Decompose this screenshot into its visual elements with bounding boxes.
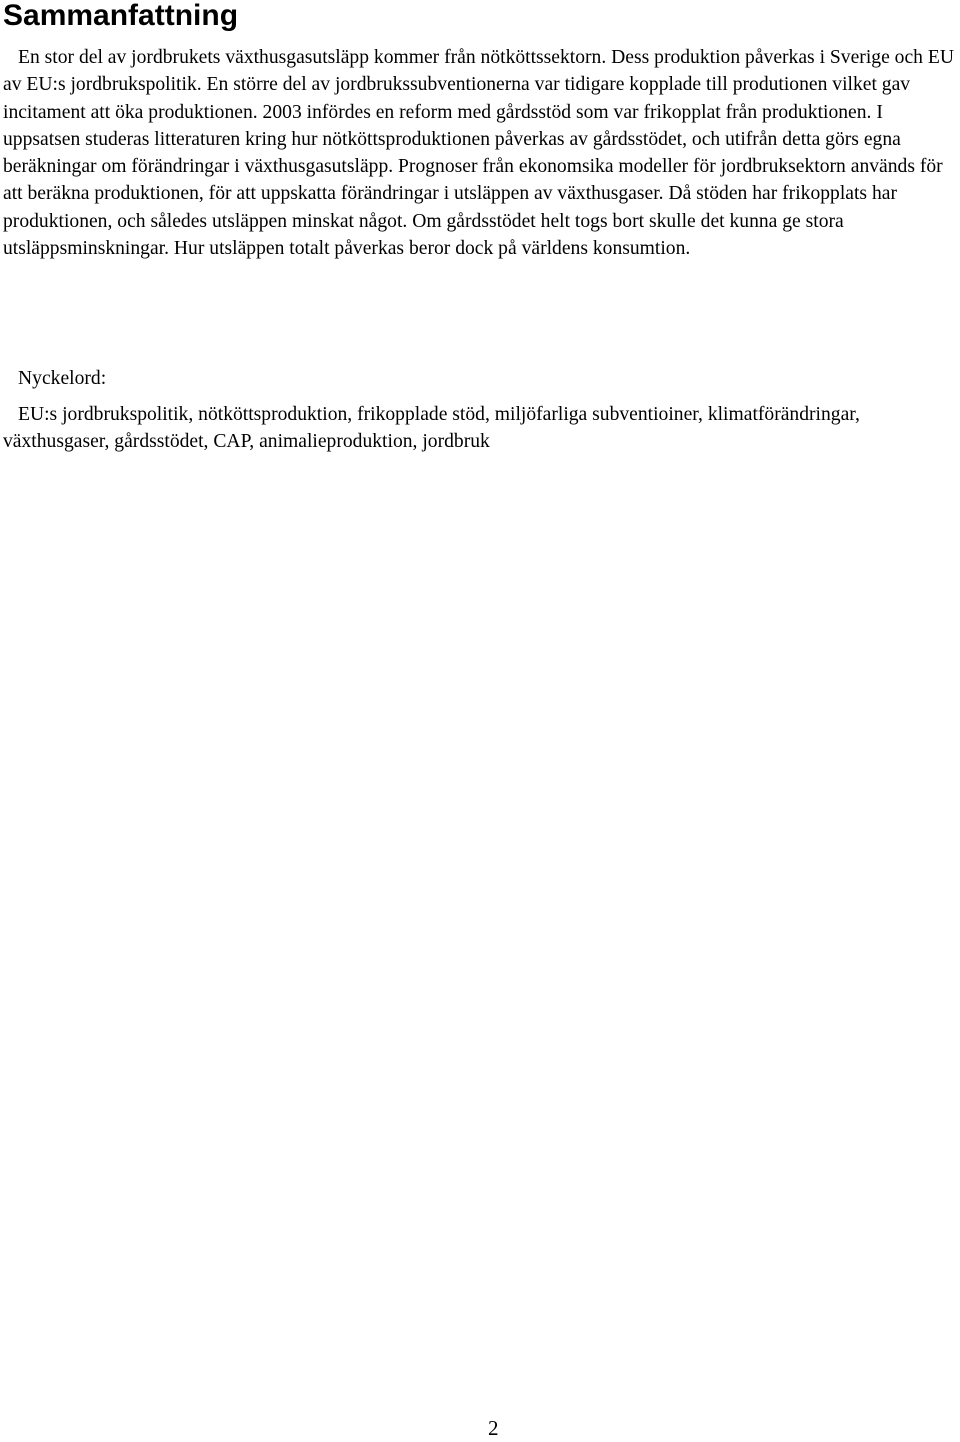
summary-paragraph: En stor del av jordbrukets växthusgasutsläpp kommer från nötköttssektorn. Dess produktion påverkas i Sverige och EU av EU:s jordbrukspolitik. En större del av jordbrukssubventionerna var tidigare kopplade till produtionen vilket gav incitament att öka produktionen. 2003 infördes en reform med gårdsstöd som var frikopplat från produktionen. I uppsatsen studeras litteraturen kring hur nötköttsproduktionen påverkas av gårdsstödet, och utifrån detta görs egna beräkningar om förändringar i växthusgasutsläpp. Prognoser från ekonomsika modeller för jordbruksektorn används för att beräkna produktionen, för att uppskatta förändringar i utsläppen av växthusgaser. Då stöden har frikopplats har produktionen, och således utsläppen minskat något. Om gårdsstödet helt togs bort skulle det kunna ge stora utsläppsminskningar. Hur utsläppen totalt påverkas beror dock på världens konsumtion. [3, 47, 954, 260]
page-number: 2 [488, 1416, 499, 1440]
keywords-heading: Nyckelord: [18, 368, 107, 389]
page-title: Sammanfattning [3, 0, 239, 32]
keywords-list: EU:s jordbrukspolitik, nötköttsproduktion, frikopplade stöd, miljöfarliga subventioiner, klimatförändringar, växthusgaser, gårdsstödet, CAP, animalieproduktion, jordbruk [3, 404, 860, 453]
